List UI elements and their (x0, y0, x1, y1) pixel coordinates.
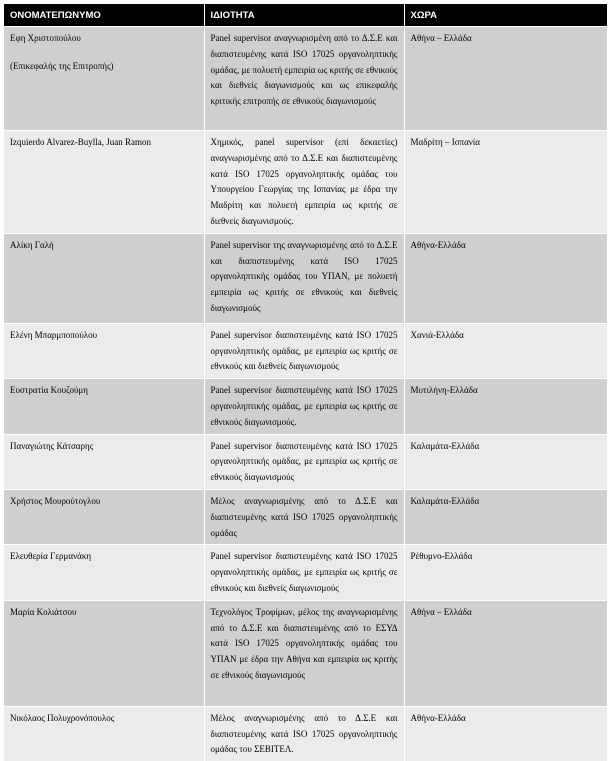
table-row (4, 131, 607, 234)
member-country: Μαδρίτη – Ισπανία (404, 131, 607, 234)
table-row (4, 233, 607, 323)
member-name: Χρήστος Μουρούτογλου (4, 489, 204, 544)
table-row (4, 434, 607, 489)
table-row (4, 379, 607, 434)
member-role: Μέλος αναγνωρισμένης από το Δ.Σ.Ε και διαπιστευμένης κατά ISO 17025 οργανοληπτικής ομάδας του ΣΕΒΙΤΕΛ. (204, 706, 404, 761)
member-name: Αλίκη Γαλή (4, 233, 204, 323)
member-name: Ελένη Μπαρμποπούλου (4, 323, 204, 378)
member-name: Ελευθερία Γερμανάκη (4, 545, 204, 600)
member-role: Panel supervisor διαπιστευμένης κατά ISO 17025 οργανοληπτικής ομάδας, με εμπειρία ως κριτής σε εθνικούς και διεθνείς διαγωνισμούς (204, 323, 404, 378)
member-note: (Επικεφαλής της Επιτροπής) (10, 60, 114, 71)
member-country: Μυτιλήνη-Ελλάδα (404, 379, 607, 434)
member-name: Μαρία Κολιάτσου (4, 600, 204, 706)
member-country: Αθήνα-Ελλάδα (404, 233, 607, 323)
header-name: ΟΝΟΜΑΤΕΠΩΝΥΜΟ (4, 4, 204, 27)
table-header-row (4, 4, 607, 27)
member-name: Izquierdo Alvarez-Buylla, Juan Ramon (4, 131, 204, 234)
committee-table (4, 4, 608, 761)
member-country: Αθήνα-Ελλάδα (404, 706, 607, 761)
member-country: Ρέθυμνο-Ελλάδα (404, 545, 607, 600)
member-country: Καλαμάτα-Ελλάδα (404, 434, 607, 489)
table-row (4, 545, 607, 600)
member-name: Εφη Χριστοπούλου (10, 33, 81, 43)
header-country: ΧΩΡΑ (404, 4, 607, 27)
table-row (4, 600, 607, 706)
member-country: Καλαμάτα-Ελλάδα (404, 489, 607, 544)
member-role: Panel supervisor διαπιστευμένης κατά ISO 17025 οργανοληπτικής ομάδας, με εμπειρία ως κριτής σε εθνικούς διαγωνισμούς. (204, 379, 404, 434)
member-country: Αθήνα – Ελλάδα (404, 27, 607, 131)
member-role: Μέλος αναγνωρισμένης από το Δ.Σ.Ε και διαπιστευμένης κατά ISO 17025 οργανοληπτικής ομάδας (204, 489, 404, 544)
member-role: Panel supervisor της αναγνωρισμένης από το Δ.Σ.Ε και διαπιστευμένης κατά ISO 17025 οργανοληπτικής ομάδας του ΥΠΑΝ, με πολυετή εμπειρία ως κριτής σε εθνικούς και διεθνείς διαγωνισμούς (204, 233, 404, 323)
table-row (4, 27, 607, 131)
member-country: Αθήνα – Ελλάδα (404, 600, 607, 706)
member-name: Νικόλαος Πολυχρονόπουλος (4, 706, 204, 761)
member-role: Panel supervisor διαπιστευμένης κατά ISO 17025 οργανοληπτικής ομάδας, με εμπειρία ως κριτής σε εθνικούς και διεθνείς διαγωνισμούς (204, 545, 404, 600)
member-country: Χανιά-Ελλάδα (404, 323, 607, 378)
member-name-cell (4, 27, 204, 131)
table-row (4, 706, 607, 761)
member-role: Τεχνολόγος Τροφίμων, μέλος της αναγνωρισμένης από το Δ.Σ.Ε και διαπιστευμένης από το ΕΣΥΔ κατά ISO 17025 οργανοληπτικής ομάδας του ΥΠΑΝ με έδρα την Αθήνα και εμπειρία ως κριτής σε εθνικούς διαγωνισμούς (204, 600, 404, 706)
member-role: Χημικός, panel supervisor (επί δεκαετίες) αναγνωρισμένης από το Δ.Σ.Ε και διαπιστευμένης κατά ISO 17025 οργανοληπτικής ομάδας του Υπουργείου Γεωργίας της Ισπανίας με έδρα την Μαδρίτη και πολυετή εμπειρία ως κριτής σε διεθνείς διαγωνισμούς. (204, 131, 404, 234)
member-role: Panel supervisor διαπιστευμένης κατά ISO 17025 οργανοληπτικής ομάδας, με εμπειρία ως κριτής σε εθνικούς διαγωνισμούς (204, 434, 404, 489)
member-role: Panel supervisor αναγνωρισμένη από το Δ.Σ.Ε και διαπιστευμένης κατά ISO 17025 οργανοληπτικής ομάδας, με πολυετή εμπειρία ως κριτής σε εθνικούς και διεθνείς διαγωνισμούς και ως επικεφαλής κριτικής επιτροπής σε εθνικούς διαγωνισμούς (204, 27, 404, 131)
table-row (4, 489, 607, 544)
table-row (4, 323, 607, 378)
member-name: Ευστρατία Κουζούμη (4, 379, 204, 434)
header-role: ΙΔΙΟΤΗΤΑ (204, 4, 404, 27)
member-name: Παναγιώτης Κάτσαρης (4, 434, 204, 489)
